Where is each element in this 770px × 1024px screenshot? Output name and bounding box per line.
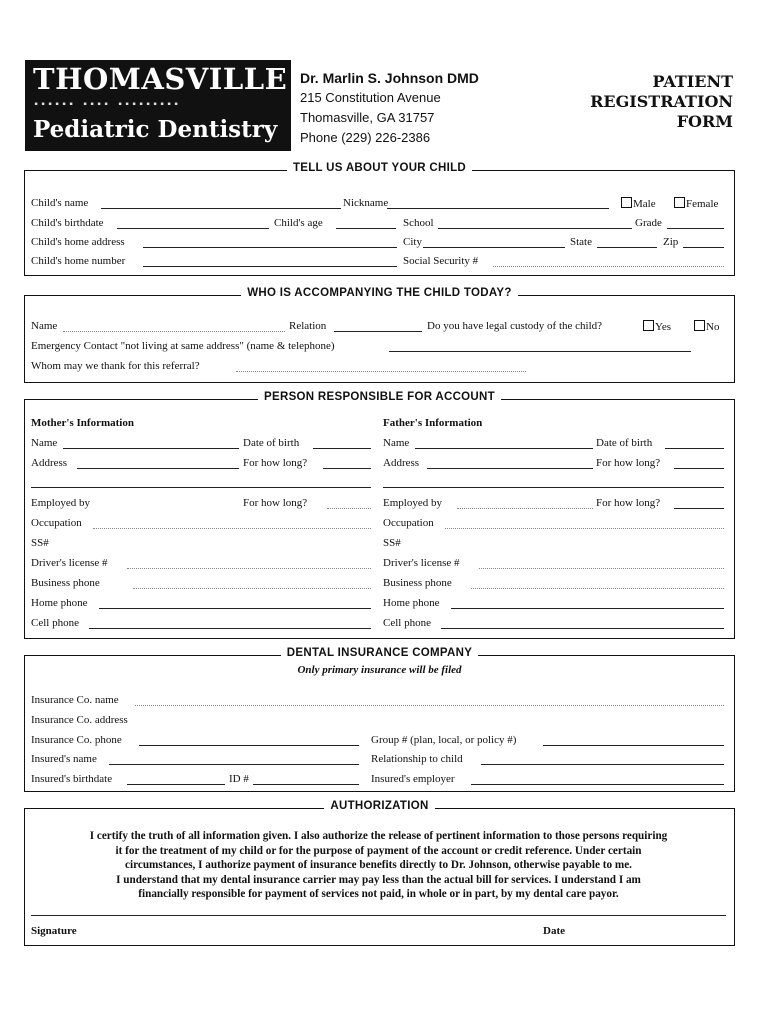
mother-address-field[interactable] <box>77 468 239 469</box>
birthdate-field[interactable] <box>117 228 269 229</box>
referral-field[interactable] <box>236 371 526 372</box>
mother-employed-label: Employed by <box>31 497 90 509</box>
state-label: State <box>570 236 592 248</box>
father-address-field[interactable] <box>427 468 593 469</box>
authorization-line: I certify the truth of all information given. I also authorize the release of pertinent information to those persons requiring <box>89 830 668 842</box>
ssn-label: Social Security # <box>403 255 479 267</box>
form-title-line3: FORM <box>676 112 733 131</box>
father-address-line2[interactable] <box>383 487 724 488</box>
home-address-label: Child's home address <box>31 236 125 248</box>
father-occupation-field[interactable] <box>445 528 724 529</box>
mother-dob-label: Date of birth <box>243 437 300 449</box>
section-title-account: PERSON RESPONSIBLE FOR ACCOUNT <box>258 391 501 403</box>
relation-label: Relation <box>289 320 327 332</box>
relationship-field[interactable] <box>481 764 724 765</box>
custody-yes-label: Yes <box>655 321 672 333</box>
logo-tagline: ▪▪▪▪▪▪ ▪▪▪▪ ▪▪▪▪▪▪▪▪▪ <box>33 100 181 111</box>
father-occupation-label: Occupation <box>383 517 434 529</box>
birthdate-label: Child's birthdate <box>31 217 104 229</box>
practice-logo <box>25 60 291 151</box>
father-address-label: Address <box>383 457 420 469</box>
insured-name-field[interactable] <box>109 764 359 765</box>
mother-address-label: Address <box>31 457 68 469</box>
accompany-section <box>24 287 735 383</box>
city-label: City <box>403 236 422 248</box>
section-title-accompany: WHO IS ACCOMPANYING THE CHILD TODAY? <box>241 287 517 299</box>
emergency-label: Emergency Contact "not living at same address" (name & telephone) <box>31 340 335 352</box>
accompany-name-field[interactable] <box>63 331 285 332</box>
grade-field[interactable] <box>667 228 724 229</box>
mother-ss-label: SS# <box>31 537 49 549</box>
relation-field[interactable] <box>334 331 422 332</box>
doctor-city: Thomasville, GA 31757 <box>300 110 435 125</box>
section-title-insurance: DENTAL INSURANCE COMPANY <box>281 647 478 659</box>
id-label: ID # <box>229 773 249 785</box>
nickname-label: Nickname <box>343 197 389 209</box>
doctor-info <box>300 68 479 148</box>
account-section <box>24 391 735 639</box>
father-ss-label: SS# <box>383 537 401 549</box>
home-address-field[interactable] <box>143 247 397 248</box>
city-field[interactable] <box>423 247 565 248</box>
mother-home-phone-label: Home phone <box>31 597 88 609</box>
insurance-section <box>24 647 735 792</box>
child-name-label: Child's name <box>31 197 89 209</box>
father-business-phone-label: Business phone <box>383 577 452 589</box>
ins-address-label: Insurance Co. address <box>31 714 128 726</box>
father-license-label: Driver's license # <box>383 557 460 569</box>
logo-subtitle: Pediatric Dentistry <box>33 116 278 143</box>
mother-howlong-label: For how long? <box>243 457 308 469</box>
child-name-field[interactable] <box>101 208 341 209</box>
age-field[interactable] <box>336 228 396 229</box>
mother-license-label: Driver's license # <box>31 557 108 569</box>
father-home-phone-field[interactable] <box>451 608 724 609</box>
school-field[interactable] <box>438 228 632 229</box>
male-checkbox[interactable] <box>621 197 632 208</box>
doctor-street: 215 Constitution Avenue <box>300 90 441 105</box>
mother-business-phone-field[interactable] <box>133 588 371 589</box>
mother-address-line2[interactable] <box>31 487 371 488</box>
authorization-line: I understand that my dental insurance carrier may pay less than the actual bill for services. I understand I am <box>116 873 641 886</box>
father-name-label: Name <box>383 437 410 449</box>
authorization-line: circumstances, I authorize payment of insurance benefits directly to Dr. Johnson, otherwise payable to me. <box>125 859 632 871</box>
doctor-phone: Phone (229) 226-2386 <box>300 130 431 145</box>
mother-employed-howlong-label: For how long? <box>243 497 308 509</box>
father-howlong-label: For how long? <box>596 457 661 469</box>
group-label: Group # (plan, local, or policy #) <box>371 734 517 746</box>
custody-yes-checkbox[interactable] <box>643 320 654 331</box>
home-number-label: Child's home number <box>31 255 126 267</box>
form-title-line1: PATIENT <box>652 72 733 91</box>
father-employed-field[interactable] <box>457 508 593 509</box>
father-cell-phone-label: Cell phone <box>383 617 431 629</box>
home-number-field[interactable] <box>143 266 397 267</box>
form-title <box>590 72 733 132</box>
mother-howlong-field[interactable] <box>323 468 371 469</box>
relationship-label: Relationship to child <box>371 753 463 765</box>
mother-cell-phone-field[interactable] <box>89 628 371 629</box>
school-label: School <box>403 217 434 229</box>
father-dob-field[interactable] <box>665 448 724 449</box>
employer-label: Insured's employer <box>371 773 455 785</box>
father-license-field[interactable] <box>479 568 724 569</box>
authorization-line: it for the treatment of my child or for the purpose of payment of the account or credit reference. Under certain <box>115 844 642 857</box>
mother-dob-field[interactable] <box>313 448 371 449</box>
ins-phone-field[interactable] <box>139 745 359 746</box>
referral-label: Whom may we thank for this referral? <box>31 360 200 372</box>
custody-no-label: No <box>706 321 720 333</box>
child-section <box>24 162 735 276</box>
insured-dob-field[interactable] <box>127 784 225 785</box>
insured-dob-label: Insured's birthdate <box>31 773 113 785</box>
mother-info-header: Mother's Information <box>31 417 134 429</box>
father-cell-phone-field[interactable] <box>441 628 724 629</box>
emergency-field[interactable] <box>389 351 691 352</box>
mother-cell-phone-label: Cell phone <box>31 617 79 629</box>
custody-no-checkbox[interactable] <box>694 320 705 331</box>
ins-name-field[interactable] <box>135 705 724 706</box>
insured-name-label: Insured's name <box>31 753 97 765</box>
male-label: Male <box>633 198 656 210</box>
age-label: Child's age <box>274 217 323 229</box>
father-home-phone-label: Home phone <box>383 597 440 609</box>
father-info-header: Father's Information <box>383 417 483 429</box>
ins-phone-label: Insurance Co. phone <box>31 734 122 746</box>
father-employed-howlong-label: For how long? <box>596 497 661 509</box>
nickname-field[interactable] <box>387 208 609 209</box>
father-howlong-field[interactable] <box>674 468 724 469</box>
state-field[interactable] <box>597 247 657 248</box>
custody-label: Do you have legal custody of the child? <box>427 320 603 332</box>
employer-field[interactable] <box>471 784 724 785</box>
father-dob-label: Date of birth <box>596 437 653 449</box>
authorization-section <box>24 800 735 946</box>
mother-name-label: Name <box>31 437 58 449</box>
date-label: Date <box>543 925 565 937</box>
mother-name-field[interactable] <box>63 448 239 449</box>
father-employed-label: Employed by <box>383 497 442 509</box>
logo-title: THOMASVILLE <box>33 62 288 96</box>
section-title-child: TELL US ABOUT YOUR CHILD <box>287 162 472 174</box>
signature-label: Signature <box>31 925 77 937</box>
grade-label: Grade <box>635 217 662 229</box>
father-name-field[interactable] <box>415 448 593 449</box>
insurance-subtitle: Only primary insurance will be filed <box>297 664 462 676</box>
father-business-phone-field[interactable] <box>471 588 724 589</box>
mother-employed-howlong-field[interactable] <box>327 508 371 509</box>
mother-license-field[interactable] <box>127 568 371 569</box>
doctor-name: Dr. Marlin S. Johnson DMD <box>300 70 479 86</box>
signature-line[interactable] <box>31 915 726 916</box>
female-label: Female <box>686 198 719 210</box>
female-checkbox[interactable] <box>674 197 685 208</box>
accompany-name-label: Name <box>31 320 58 332</box>
mother-business-phone-label: Business phone <box>31 577 100 589</box>
ins-name-label: Insurance Co. name <box>31 694 119 706</box>
authorization-line: financially responsible for payment of services not paid, in whole or in part, by my dental care payor. <box>138 888 619 900</box>
group-field[interactable] <box>543 745 724 746</box>
mother-home-phone-field[interactable] <box>99 608 371 609</box>
zip-label: Zip <box>663 236 679 248</box>
authorization-text <box>31 829 726 902</box>
ssn-field[interactable] <box>493 266 724 267</box>
mother-occupation-field[interactable] <box>93 528 371 529</box>
zip-field[interactable] <box>683 247 724 248</box>
id-field[interactable] <box>253 784 359 785</box>
mother-occupation-label: Occupation <box>31 517 82 529</box>
form-title-line2: REGISTRATION <box>590 92 733 111</box>
father-employed-howlong-field[interactable] <box>674 508 724 509</box>
section-title-authorization: AUTHORIZATION <box>324 800 434 812</box>
